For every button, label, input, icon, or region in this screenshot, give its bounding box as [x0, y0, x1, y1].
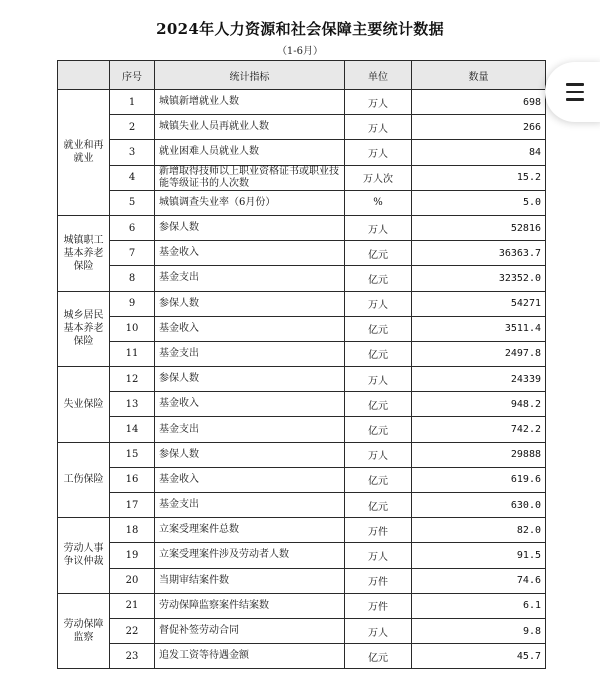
seq-cell: 14 — [110, 417, 155, 442]
table-header-row — [58, 61, 546, 90]
unit-cell: 亿元 — [345, 316, 412, 341]
value-cell: 84 — [412, 140, 546, 165]
hamburger-menu-icon[interactable] — [545, 62, 600, 122]
unit-cell: 万人 — [345, 442, 412, 467]
value-cell: 74.6 — [412, 568, 546, 593]
seq-cell: 1 — [110, 90, 155, 115]
seq-cell: 6 — [110, 215, 155, 240]
unit-cell: 万人 — [345, 90, 412, 115]
indicator-cell: 劳动保障监察案件结案数 — [155, 593, 345, 618]
unit-cell: 万件 — [345, 518, 412, 543]
table-row — [58, 618, 546, 643]
header-value: 数量 — [412, 61, 546, 90]
seq-cell: 22 — [110, 618, 155, 643]
table-row — [58, 90, 546, 115]
table-row — [58, 341, 546, 366]
table-row — [58, 115, 546, 140]
unit-cell: 亿元 — [345, 467, 412, 492]
seq-cell: 5 — [110, 190, 155, 215]
table-row — [58, 543, 546, 568]
indicator-cell: 追发工资等待遇金额 — [155, 644, 345, 669]
category-cell: 就业和再就业 — [58, 90, 110, 216]
seq-cell: 16 — [110, 467, 155, 492]
indicator-cell: 立案受理案件涉及劳动者人数 — [155, 543, 345, 568]
table-row — [58, 442, 546, 467]
value-cell: 91.5 — [412, 543, 546, 568]
unit-cell: 万件 — [345, 568, 412, 593]
value-cell: 6.1 — [412, 593, 546, 618]
indicator-cell: 基金收入 — [155, 467, 345, 492]
seq-cell: 19 — [110, 543, 155, 568]
seq-cell: 11 — [110, 341, 155, 366]
header-category — [58, 61, 110, 90]
unit-cell: 亿元 — [345, 266, 412, 291]
value-cell: 9.8 — [412, 618, 546, 643]
unit-cell: 亿元 — [345, 644, 412, 669]
table-row — [58, 291, 546, 316]
value-cell: 45.7 — [412, 644, 546, 669]
unit-cell: 万件 — [345, 593, 412, 618]
table-row — [58, 190, 546, 215]
category-cell: 城镇职工基本养老保险 — [58, 215, 110, 291]
value-cell: 698 — [412, 90, 546, 115]
indicator-cell: 参保人数 — [155, 442, 345, 467]
seq-cell: 18 — [110, 518, 155, 543]
table-row — [58, 644, 546, 669]
seq-cell: 12 — [110, 367, 155, 392]
seq-cell: 21 — [110, 593, 155, 618]
value-cell: 619.6 — [412, 467, 546, 492]
table-row — [58, 392, 546, 417]
indicator-cell: 基金收入 — [155, 241, 345, 266]
table-row — [58, 518, 546, 543]
table-row — [58, 593, 546, 618]
value-cell: 2497.8 — [412, 341, 546, 366]
unit-cell: 亿元 — [345, 417, 412, 442]
seq-cell: 15 — [110, 442, 155, 467]
value-cell: 630.0 — [412, 493, 546, 518]
value-cell: 54271 — [412, 291, 546, 316]
seq-cell: 20 — [110, 568, 155, 593]
indicator-cell: 基金支出 — [155, 266, 345, 291]
category-cell: 劳动保障监察 — [58, 593, 110, 669]
statistics-table — [57, 60, 546, 669]
unit-cell: 万人 — [345, 291, 412, 316]
value-cell: 32352.0 — [412, 266, 546, 291]
indicator-cell: 当期审结案件数 — [155, 568, 345, 593]
category-cell: 劳动人事争议仲裁 — [58, 518, 110, 594]
indicator-cell: 参保人数 — [155, 215, 345, 240]
table-row — [58, 417, 546, 442]
indicator-cell: 城镇新增就业人数 — [155, 90, 345, 115]
indicator-cell: 城镇调查失业率（6月份） — [155, 190, 345, 215]
value-cell: 948.2 — [412, 392, 546, 417]
table-row — [58, 568, 546, 593]
value-cell: 5.0 — [412, 190, 546, 215]
table-row — [58, 165, 546, 190]
indicator-cell: 参保人数 — [155, 291, 345, 316]
seq-cell: 13 — [110, 392, 155, 417]
category-cell: 失业保险 — [58, 367, 110, 443]
indicator-cell: 基金收入 — [155, 392, 345, 417]
header-seq: 序号 — [110, 61, 155, 90]
table-row — [58, 241, 546, 266]
seq-cell: 17 — [110, 493, 155, 518]
unit-cell: 万人次 — [345, 165, 412, 190]
value-cell: 742.2 — [412, 417, 546, 442]
indicator-cell: 新增取得技师以上职业资格证书或职业技能等级证书的人次数 — [155, 165, 345, 190]
unit-cell: 万人 — [345, 215, 412, 240]
header-indicator: 统计指标 — [155, 61, 345, 90]
table-row — [58, 493, 546, 518]
table-row — [58, 140, 546, 165]
seq-cell: 7 — [110, 241, 155, 266]
value-cell: 36363.7 — [412, 241, 546, 266]
seq-cell: 23 — [110, 644, 155, 669]
unit-cell: 万人 — [345, 618, 412, 643]
indicator-cell: 就业困难人员就业人数 — [155, 140, 345, 165]
unit-cell: 万人 — [345, 543, 412, 568]
value-cell: 82.0 — [412, 518, 546, 543]
seq-cell: 3 — [110, 140, 155, 165]
table-row — [58, 467, 546, 492]
header-unit: 单位 — [345, 61, 412, 90]
table-row — [58, 316, 546, 341]
value-cell: 15.2 — [412, 165, 546, 190]
value-cell: 29888 — [412, 442, 546, 467]
unit-cell: 亿元 — [345, 392, 412, 417]
seq-cell: 8 — [110, 266, 155, 291]
table-body — [58, 90, 546, 669]
seq-cell: 2 — [110, 115, 155, 140]
unit-cell: 亿元 — [345, 493, 412, 518]
category-cell: 城乡居民基本养老保险 — [58, 291, 110, 367]
seq-cell: 4 — [110, 165, 155, 190]
seq-cell: 9 — [110, 291, 155, 316]
indicator-cell: 基金支出 — [155, 417, 345, 442]
unit-cell: 亿元 — [345, 241, 412, 266]
value-cell: 266 — [412, 115, 546, 140]
indicator-cell: 立案受理案件总数 — [155, 518, 345, 543]
indicator-cell: 城镇失业人员再就业人数 — [155, 115, 345, 140]
indicator-cell: 督促补签劳动合同 — [155, 618, 345, 643]
unit-cell: 万人 — [345, 140, 412, 165]
page-title: 2024年人力资源和社会保障主要统计数据 — [156, 20, 444, 38]
value-cell: 52816 — [412, 215, 546, 240]
table-row — [58, 266, 546, 291]
unit-cell: 万人 — [345, 367, 412, 392]
indicator-cell: 参保人数 — [155, 367, 345, 392]
indicator-cell: 基金收入 — [155, 316, 345, 341]
value-cell: 24339 — [412, 367, 546, 392]
page-subtitle: （1-6月） — [276, 46, 324, 57]
unit-cell: 亿元 — [345, 341, 412, 366]
table-row — [58, 215, 546, 240]
table-row — [58, 367, 546, 392]
indicator-cell: 基金支出 — [155, 493, 345, 518]
unit-cell: % — [345, 190, 412, 215]
value-cell: 3511.4 — [412, 316, 546, 341]
seq-cell: 10 — [110, 316, 155, 341]
unit-cell: 万人 — [345, 115, 412, 140]
category-cell: 工伤保险 — [58, 442, 110, 518]
indicator-cell: 基金支出 — [155, 341, 345, 366]
